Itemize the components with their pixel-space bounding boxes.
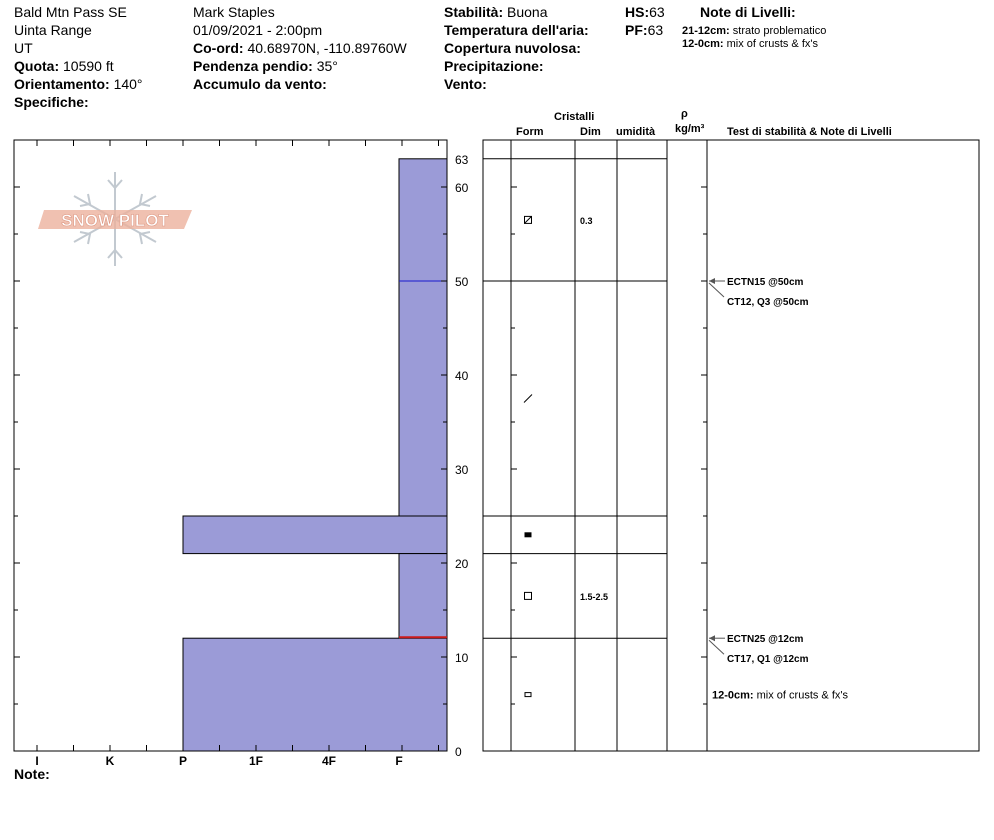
hardness-label: K (105, 754, 115, 768)
y-tick-label: 50 (455, 275, 469, 289)
slope-label: Pendenza pendio: (193, 58, 313, 74)
form-header: Form (516, 126, 544, 138)
cloud-label: Copertura nuvolosa: (444, 40, 581, 56)
logo-text: SNOW PILOT (61, 211, 169, 230)
precip-label: Precipitazione: (444, 58, 544, 74)
layer-note-1-range: 21-12cm: (682, 25, 730, 37)
hardness-label: 1F (248, 754, 264, 768)
observer: Mark Staples (193, 4, 275, 20)
datetime: 01/09/2021 - 2:00pm (193, 22, 323, 38)
table-layer-note-range: 12-0cm: (712, 689, 757, 702)
test-pointer-line (709, 640, 724, 654)
hardness-layer-bar (183, 516, 447, 554)
hs-label: HS: (625, 4, 650, 20)
y-tick-label: 0 (455, 745, 462, 759)
melt-freeze-crust-icon (525, 693, 531, 697)
aspect-label: Orientamento: (14, 76, 110, 92)
moisture-header: umidità (616, 126, 656, 138)
y-tick-label: 40 (455, 369, 469, 383)
crystals-header: Cristalli (554, 111, 595, 123)
layer-notes-title: Note di Livelli: (700, 4, 796, 20)
stability-test-label: CT17, Q1 @12cm (727, 654, 809, 666)
slope-value: 35° (316, 58, 338, 74)
facet-rounding-icon (525, 216, 532, 223)
pf-value: 63 (647, 22, 664, 38)
elevation-value: 10590 ft (63, 58, 114, 74)
snowpilot-logo (38, 172, 192, 266)
table-layer-note-text: mix of crusts & fx's (756, 689, 848, 702)
y-tick-label: 60 (455, 181, 469, 195)
hardness-label: P (178, 754, 188, 768)
note-label: Note: (14, 766, 50, 782)
stability-test-label: ECTN25 @12cm (727, 634, 804, 646)
mountain-range: Uinta Range (14, 22, 92, 38)
hs-value: 63 (649, 4, 665, 20)
test-arrow-icon (709, 635, 715, 641)
layer-note-2-range: 12-0cm: (682, 38, 724, 50)
state: UT (14, 40, 33, 56)
size-header: Dim (580, 126, 601, 138)
layer-note-1-text: strato problematico (732, 25, 827, 37)
pf-label: PF: (625, 22, 648, 38)
rho-header: ρ (681, 108, 688, 120)
table-layer-note (712, 690, 848, 702)
coord-label: Co-ord: (193, 40, 244, 56)
specifics-label: Specifiche: (14, 94, 89, 110)
decomposing-fragments-icon (524, 395, 532, 403)
stability-test-label: ECTN15 @50cm (727, 277, 804, 288)
hardness-plot (14, 140, 469, 768)
hs-top-label: 63 (455, 152, 469, 167)
ice-layer-icon (525, 532, 532, 537)
hardness-label: F (395, 754, 403, 768)
faceted-crystals-icon (525, 592, 532, 599)
air-temp-label: Temperatura dell'aria: (444, 22, 589, 38)
layer-note-2-text: mix of crusts & fx's (726, 38, 818, 50)
stability-test-label: CT12, Q3 @50cm (727, 297, 809, 308)
test-pointer-line (709, 283, 724, 297)
grain-size-label: 0.3 (580, 215, 593, 226)
aspect-value: 140° (113, 76, 143, 92)
hardness-layer-bar (399, 159, 447, 281)
hardness-layer-bar (183, 638, 447, 751)
y-tick-label: 30 (455, 463, 469, 477)
wind-label: Vento: (444, 76, 487, 92)
stability-value: Buona (507, 4, 548, 20)
wind-loading-label: Accumulo da vento: (193, 76, 327, 92)
grain-size-label: 1.5-2.5 (580, 591, 609, 602)
test-arrow-icon (709, 278, 715, 284)
y-tick-label: 10 (455, 651, 469, 665)
y-tick-label: 20 (455, 557, 469, 571)
hardness-label: 4F (321, 754, 337, 768)
stability-label: Stabilità: (444, 4, 504, 20)
layer-table (483, 140, 979, 751)
location-name: Bald Mtn Pass SE (14, 4, 127, 20)
density-unit-header: kg/m³ (675, 123, 705, 135)
hardness-label: I (35, 754, 39, 768)
tests-header: Test di stabilità & Note di Livelli (727, 126, 892, 138)
hardness-layer-bar (399, 554, 447, 639)
coord-value: 40.68970N, -110.89760W (247, 40, 407, 56)
hardness-layer-bar (399, 281, 447, 516)
elevation-label: Quota: (14, 58, 60, 74)
